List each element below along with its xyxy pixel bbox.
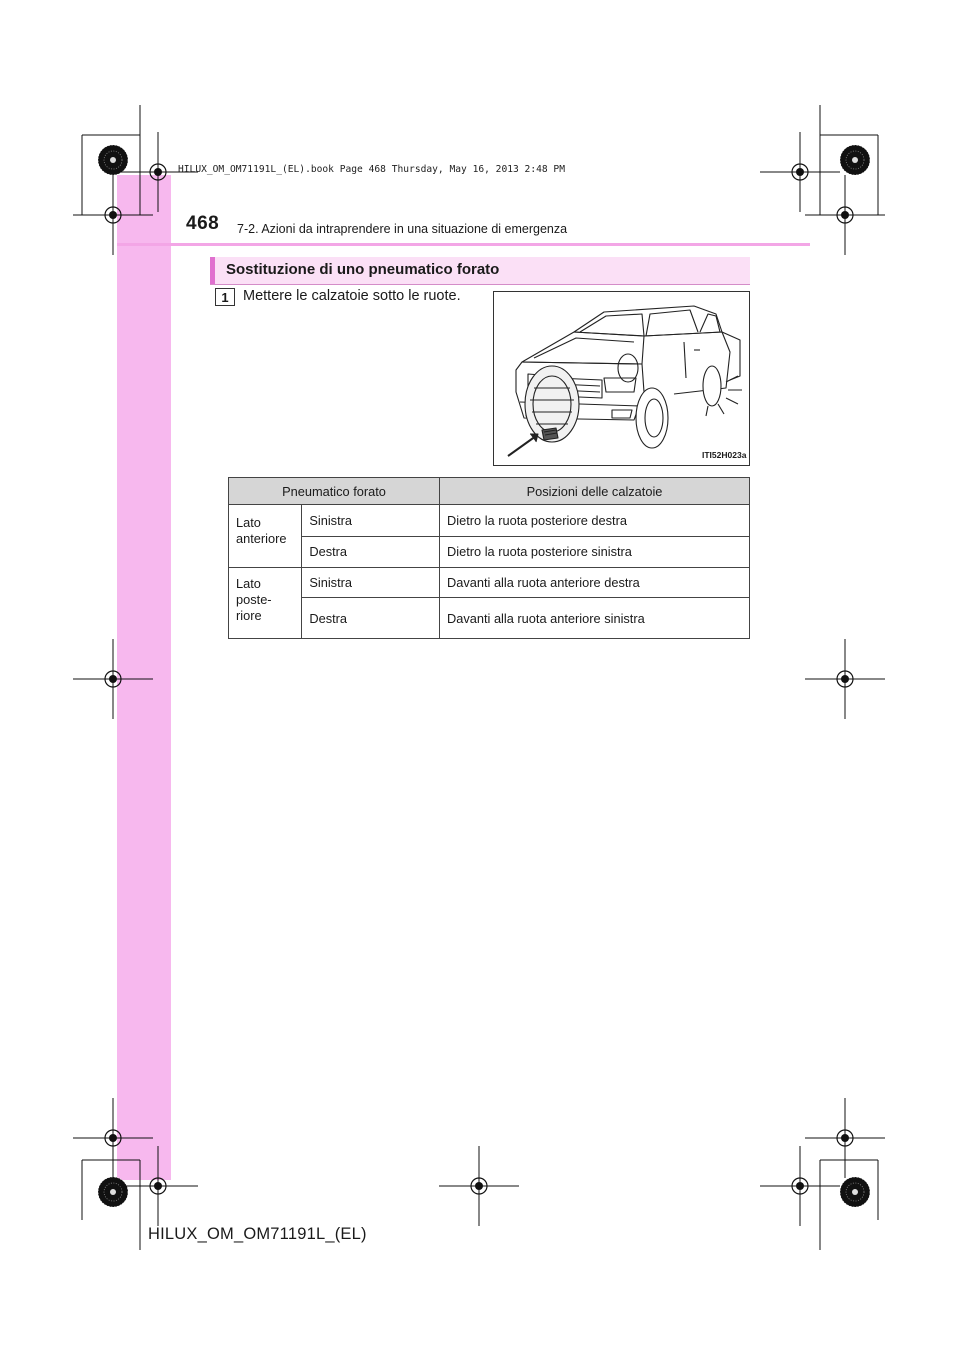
step-text: Mettere le calzatoie sotto le ruote.	[243, 288, 461, 304]
page-number: 468	[186, 213, 220, 234]
group-label-rear: Lato poste-riore	[229, 568, 302, 639]
table-header-tire: Pneumatico forato	[229, 478, 440, 505]
footer-document-id: HILUX_OM_OM71191L_(EL)	[148, 1225, 367, 1243]
table-cell-side: Destra	[302, 536, 440, 568]
table-cell-side: Sinistra	[302, 568, 440, 598]
book-file-line: HILUX_OM_OM71191L_(EL).book Page 468 Thursday, May 16, 2013 2:48 PM	[178, 164, 565, 175]
step-number-box: 1	[215, 288, 235, 306]
table-cell-position: Davanti alla ruota anteriore destra	[440, 568, 750, 598]
table-cell-position: Davanti alla ruota anteriore sinistra	[440, 598, 750, 639]
table-cell-side: Sinistra	[302, 505, 440, 537]
table-cell-position: Dietro la ruota posteriore destra	[440, 505, 750, 537]
section-title: Sostituzione di uno pneumatico forato	[226, 261, 500, 278]
group-label-front: Lato anteriore	[229, 505, 302, 568]
table-header-chock: Posizioni delle calzatoie	[440, 478, 750, 505]
table-cell-position: Dietro la ruota posteriore sinistra	[440, 536, 750, 568]
illustration-code: ITI52H023a	[702, 450, 747, 460]
table-cell-side: Destra	[302, 598, 440, 639]
chapter-title: 7-2. Azioni da intraprendere in una situazione di emergenza	[237, 222, 568, 236]
